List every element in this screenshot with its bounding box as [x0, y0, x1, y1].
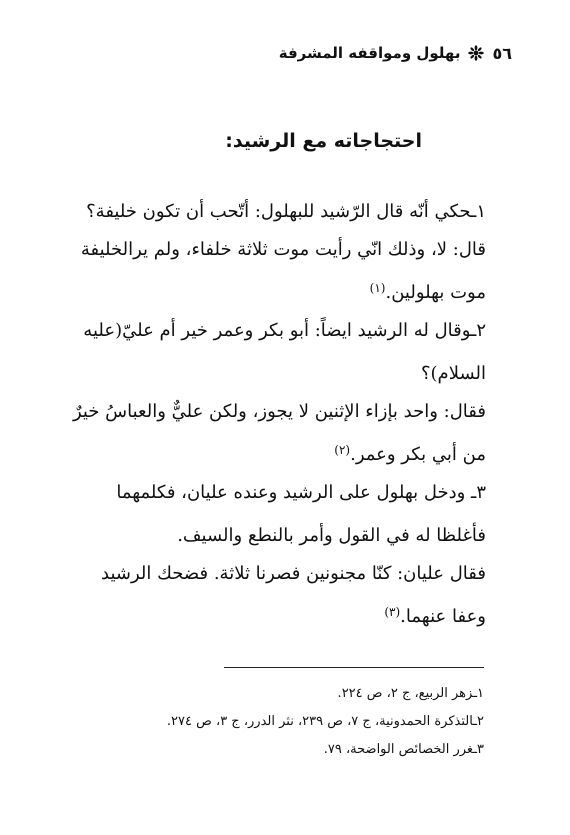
paragraph: ٢ـوقال له الرشيد ايضاً: أبو بكر وعمر خير أم عليّ(عليه السلام)؟: [83, 320, 486, 384]
running-title: بهلول ومواقفه المشرفة: [278, 44, 461, 62]
footnote: ١ـزهر الربيع، ج ٢، ص ٢٢٤.: [337, 686, 484, 701]
footnote-ref: (٢): [334, 443, 351, 457]
footnote-ref: (١): [369, 281, 386, 295]
flower-ornament-icon: [468, 45, 484, 61]
footnote-ref: (٣): [384, 605, 401, 619]
paragraph: ١ـحكي أنّه قال الرّشيد للبهلول: أتّحب أن تكون خليفة؟: [86, 201, 486, 222]
body-text: [64, 188, 486, 636]
footnote-divider: [224, 667, 484, 668]
paragraph: فقال عليان: كنّا مجنونين فصرنا ثلاثة. فضحك الرشيد وعفا عنهما.$^{(٣)}$: [101, 563, 486, 627]
running-header: [40, 40, 512, 66]
page-number: ٥٦: [492, 43, 512, 63]
footnote: ٣ـغرر الخصائص الواضحة، ٧٩.: [323, 742, 484, 757]
paragraph: قال: لا، وذلك انّي رأيت موت ثلاثة خلفاء، ولم يرالخليفة موت بهلولين.$^{(١)}$: [80, 239, 486, 303]
paragraph: ٣ـ ودخل بهلول على الرشيد وعنده عليان، فكلمهما فأغلظا له في القول وأمر بالنطع والسيف.: [116, 482, 486, 546]
footnote: ٢ـالتذكرة الحمدونية، ج ٧، ص ٢٣٩، نثر الدرر، ج ٣، ص ٢٧٤.: [166, 714, 484, 729]
footnotes: [60, 680, 484, 764]
section-title: احتجاجاته مع الرشيد:: [225, 130, 422, 152]
paragraph: فقال: واحد بإزاء الإثنين لا يجوز، ولكن عليٌّ والعباسُ خيرٌ من أبي بكر وعمر.$^{(٢)}$: [72, 401, 486, 465]
